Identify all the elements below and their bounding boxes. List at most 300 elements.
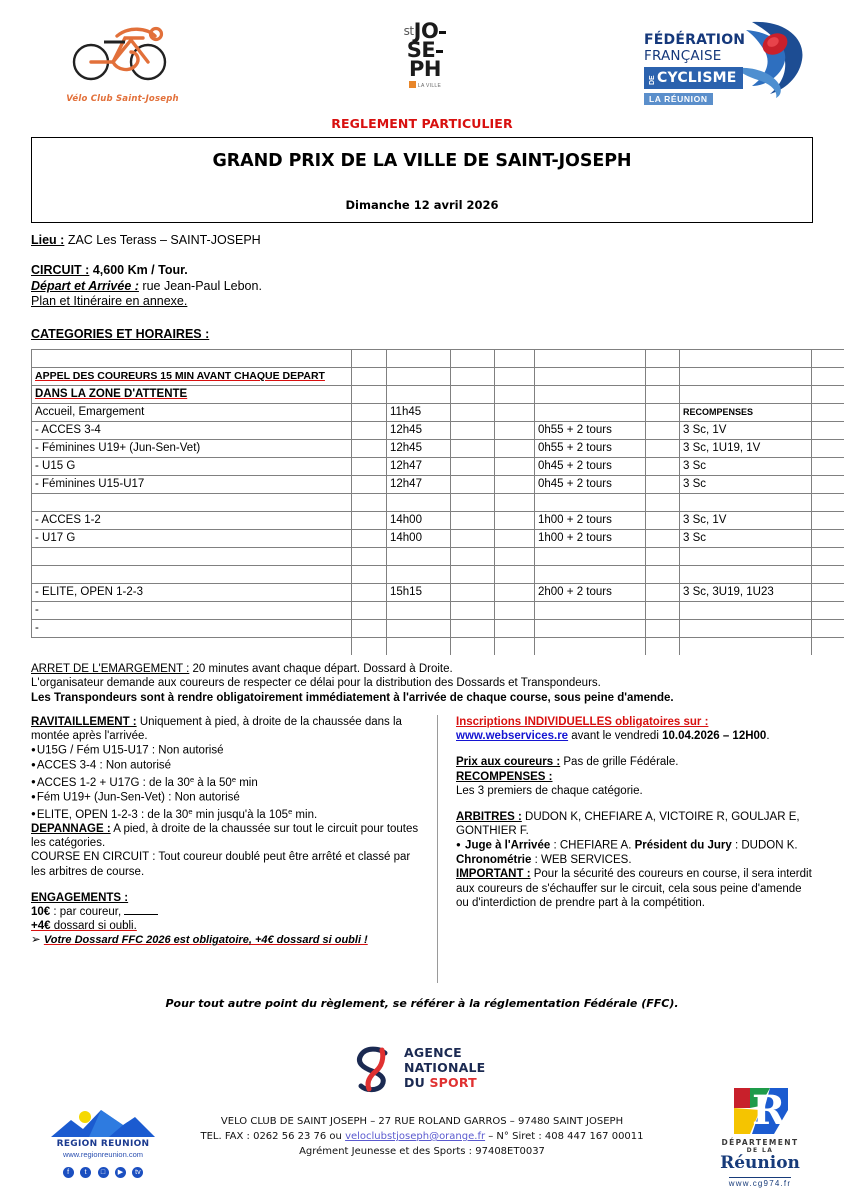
category-duration [535,619,646,637]
cell-empty [451,385,495,403]
category-recompense [680,565,812,583]
departement-dela-label: DE LA [746,1147,774,1154]
category-duration [535,493,646,511]
page-title: GRAND PRIX DE LA VILLE DE SAINT-JOSEPH [212,151,632,171]
category-duration: 0h55 + 2 tours [535,439,646,457]
reglement-particulier-label: REGLEMENT PARTICULIER [331,116,513,131]
svg-text:R: R [752,1088,786,1134]
banner-line-1-cell [32,367,352,385]
cell-empty [646,439,680,457]
cell-empty [812,619,844,637]
ffc-line-federation: FÉDÉRATION [644,32,746,48]
cell-empty [812,565,844,583]
cell-empty [646,529,680,547]
cell-empty [495,349,535,367]
table-row [32,439,844,457]
cell-empty [495,439,535,457]
list-item: ● ACCES 1-2 + U17G : de la 30e à la 50e min [31,773,419,790]
engagements-heading [31,891,419,905]
category-recompense [680,601,812,619]
cell-empty [352,475,387,493]
cell-empty [32,637,352,655]
city-logo-bar-1 [439,31,446,34]
cell-empty [495,493,535,511]
cell-empty [812,475,844,493]
important-value: Pour la sécurité des coureurs en course, il sera interdit aux coureurs de s'échauffer sur le circuit, cela sous peine d'amende ou d'interdiction de prendre part à la compétition. [456,868,812,909]
recompenses-heading [456,770,813,784]
cell-empty [495,619,535,637]
ravitaillement-paragraph [31,715,419,743]
instagram-icon[interactable]: □ [98,1167,109,1178]
banner-line-2: DANS LA ZONE D'ATTENTE [35,388,188,400]
category-duration [535,547,646,565]
category-recompense [680,493,812,511]
cell-empty [535,385,646,403]
right-column [446,715,813,983]
engagement-blank-field[interactable] [124,914,158,915]
category-recompense: 3 Sc, 3U19, 1U23 [680,583,812,601]
cell-empty [451,511,495,529]
cell-empty [812,403,844,421]
youtube-icon[interactable]: ▶ [115,1167,126,1178]
ans-line-du-sport [404,1075,485,1090]
table-row [32,421,844,439]
depart-label: Départ et Arrivée : [31,278,139,293]
cell-empty [812,457,844,475]
ffc-cyclisme-label: CYCLISME [657,70,737,86]
juge-arrivee-line [456,838,813,853]
cell-empty [646,349,680,367]
contact-phone-line [0,1129,844,1144]
cell-empty [495,475,535,493]
contact-email-link[interactable]: veloclubstjoseph@orange.fr [345,1131,486,1142]
category-duration: 1h00 + 2 tours [535,511,646,529]
cell-empty [451,421,495,439]
category-name: - U17 G [32,529,352,547]
cell-empty [352,457,387,475]
depart-line [31,279,813,295]
arrow-dossard-line [31,933,419,947]
category-time: 12h45 [387,421,451,439]
table-row [32,403,844,421]
city-logo-subtitle [385,81,465,89]
important-label: IMPORTANT : [456,868,531,881]
prix-coureurs-label: Prix aux coureurs : [456,756,561,769]
cell-empty [451,565,495,583]
cell-empty [352,565,387,583]
category-name [32,565,352,583]
cell-empty [680,349,812,367]
cell-empty [451,529,495,547]
banner-line-1: APPEL DES COUREURS 15 MIN AVANT CHAQUE DEPART [35,370,325,382]
cell-empty [812,637,844,655]
cell-empty [812,385,844,403]
cell-empty [495,421,535,439]
category-duration [535,403,646,421]
two-column-section [31,715,813,983]
cell-empty [646,637,680,655]
recompenses-header-text: RECOMPENSES [683,407,754,417]
schedule-table-body [32,349,844,655]
cell-empty [812,349,844,367]
category-recompense: 3 Sc, 1U19, 1V [680,439,812,457]
cell-empty [680,385,812,403]
cell-empty [495,385,535,403]
spacer [456,798,813,810]
contact-address-line: VELO CLUB DE SAINT JOSEPH – 27 RUE ROLAND GARROS – 97480 SAINT JOSEPH [220,1116,624,1127]
category-name [32,493,352,511]
city-logo-se: SE [406,38,436,62]
arret-emargement-value: 20 minutes avant chaque départ. Dossard à Droite. [192,662,453,675]
cell-empty [352,601,387,619]
cell-empty [352,349,387,367]
cell-empty [451,367,495,385]
depannage-label: DEPANNAGE : [31,822,111,835]
ans-text-block [404,1045,485,1090]
circuit-label: CIRCUIT : [31,263,90,277]
table-row-spacer-top [32,349,844,367]
cell-empty [352,385,387,403]
social-icons-row [38,1161,168,1179]
region-reunion-url: www.regionreunion.com [62,1150,144,1159]
category-recompense: 3 Sc, 1V [680,511,812,529]
cell-empty [495,457,535,475]
circuit-line [31,263,813,279]
category-name: - U15 G [32,457,352,475]
cell-empty [451,601,495,619]
notes-block [31,662,813,706]
arrow-icon: ➢ [31,934,41,947]
cell-empty [646,547,680,565]
table-row [32,547,844,565]
list-item: ● Fém U19+ (Jun-Sen-Vet) : Non autorisé [31,790,419,805]
city-logo-jo: JO [413,19,439,43]
course-en-circuit-paragraph: COURSE EN CIRCUIT : Tout coureur doublé peut être arrêté et classé par les arbitres de course. [31,851,411,878]
cell-empty [32,349,352,367]
deadline-value: 10.04.2026 – 12H00 [662,730,767,743]
city-logo-st: st [403,24,414,38]
cell-empty [535,637,646,655]
cell-empty [451,439,495,457]
category-name: - ACCES 3-4 [32,421,352,439]
arbitres-label: ARBITRES : [456,811,522,824]
circuit-value: 4,600 Km / Tour. [92,263,188,277]
schedule-table [31,349,844,655]
recompenses-header [680,403,812,421]
departement-url: www.cg974.fr [728,1179,792,1188]
arrow-dossard-text: Votre Dossard FFC 2026 est obligatoire, +4€ dossard si oubli ! [43,934,368,947]
chronometrie-label: Chronométrie [456,854,532,867]
recompenses-value: Les 3 premiers de chaque catégorie. [456,784,643,797]
column-divider [437,715,438,983]
chronometrie-line [456,853,813,867]
cell-empty [680,367,812,385]
table-row-spacer-bottom [32,637,844,655]
velo-club-saint-joseph-logo [55,22,190,104]
cell-empty [451,619,495,637]
cell-empty [387,385,451,403]
cell-empty [812,493,844,511]
facebook-icon[interactable]: f [63,1167,74,1178]
ravitaillement-label: RAVITAILLEMENT : [31,716,137,728]
lieu-label: Lieu : [31,233,65,247]
cell-empty [646,457,680,475]
left-column [31,715,429,983]
cell-empty [352,493,387,511]
cell-empty [352,529,387,547]
cell-empty [352,637,387,655]
cell-empty [812,529,844,547]
lieu-value: ZAC Les Terass – SAINT-JOSEPH [67,233,261,247]
category-recompense [680,547,812,565]
cell-empty [495,529,535,547]
bicycle-svg [55,22,190,84]
city-logo-bar-2 [436,50,443,53]
cell-empty [812,439,844,457]
category-name: - Féminines U15-U17 [32,475,352,493]
deadline-prefix: avant le vendredi [568,730,663,743]
list-item: ● ELITE, OPEN 1-2-3 : de la 30e min jusqu'à la 105e min. [31,805,419,822]
departement-reunion-name: Réunion [720,1153,800,1173]
cell-empty [352,421,387,439]
important-paragraph [456,867,813,910]
title-box [31,137,813,223]
category-time: 14h00 [387,529,451,547]
cell-empty [812,367,844,385]
category-time: 12h47 [387,475,451,493]
arret-emargement-line [31,662,813,677]
intro-block [0,233,844,341]
contact-agrement-line: Agrément Jeunesse et des Sports : 97408ET0037 [299,1146,545,1157]
spacer [456,743,813,755]
lieu-line [31,233,813,247]
juge-label: Juge à l'Arrivée [465,839,551,852]
depannage-value: A pied, à droite de la chaussée sur tout le circuit pour toutes les catégories. [31,822,419,850]
footer-contact-block [0,1114,844,1159]
cell-empty [352,547,387,565]
cell-empty [646,583,680,601]
category-name: - ELITE, OPEN 1-2-3 [32,583,352,601]
category-duration [535,565,646,583]
engagement-price: 10€ [31,905,51,918]
engagement-price-line [31,905,419,919]
dossard-oubli-price: +4€ [31,920,51,933]
category-duration: 1h00 + 2 tours [535,529,646,547]
banner-line-2-cell [32,385,352,403]
engagements-label: ENGAGEMENTS : [31,891,129,904]
arbitres-paragraph [456,810,813,838]
cell-empty [495,601,535,619]
prix-coureurs-line [456,755,813,769]
cell-empty [352,367,387,385]
category-duration: 0h55 + 2 tours [535,421,646,439]
table-row-banner-1 [32,367,844,385]
cell-empty [535,349,646,367]
category-duration: 2h00 + 2 tours [535,583,646,601]
cell-empty [535,367,646,385]
category-time: 11h45 [387,403,451,421]
cell-empty [646,385,680,403]
circuit-block [31,263,813,310]
categories-heading [31,327,813,341]
saint-joseph-city-logo [385,19,465,104]
cell-empty [352,403,387,421]
inscriptions-label: Inscriptions INDIVIDUELLES obligatoires sur : [456,716,709,728]
chronometrie-value: : WEB SERVICES. [531,854,632,867]
engagement-price-rest: : par coureur, [50,905,125,918]
plan-annexe-line: Plan et Itinéraire en annexe. [31,294,188,308]
cell-empty [646,511,680,529]
category-duration: 0h45 + 2 tours [535,475,646,493]
city-logo-sub-text: LA VILLE [417,83,442,89]
category-recompense [680,619,812,637]
table-row [32,619,844,637]
cell-empty [451,475,495,493]
cell-empty [451,493,495,511]
ffc-text-block [644,32,745,107]
ffc-de-label: DE [649,75,656,85]
table-row [32,529,844,547]
cell-empty [812,601,844,619]
departement-label: DÉPARTEMENT [721,1138,799,1147]
list-item: ● ACCES 3-4 : Non autorisé [31,758,419,773]
category-duration: 0h45 + 2 tours [535,457,646,475]
category-name: - [32,601,352,619]
cell-empty [387,349,451,367]
cell-empty [646,601,680,619]
table-row [32,565,844,583]
table-row [32,583,844,601]
category-name: - Féminines U19+ (Jun-Sen-Vet) [32,439,352,457]
table-row [32,511,844,529]
tv-icon[interactable]: tv [132,1167,143,1178]
ffc-region-band: LA RÉUNION [644,93,713,105]
depart-value: rue Jean-Paul Lebon. [142,278,262,293]
table-row-banner-2 [32,385,844,403]
list-item: ● U15G / Fém U15-U17 : Non autorisé [31,743,419,758]
prix-coureurs-value: Pas de grille Fédérale. [560,756,679,769]
cell-empty [352,583,387,601]
cell-empty [646,493,680,511]
juge-value: : CHEFIARE A. [550,839,635,852]
cell-empty [451,583,495,601]
ans-sport: SPORT [429,1075,477,1090]
cell-empty [495,583,535,601]
organisateur-line: L'organisateur demande aux coureurs de respecter ce délai pour la distribution des Dossards et Transpondeurs. [31,677,601,689]
category-name: Accueil, Emargement [32,403,352,421]
header-logo-row [0,0,844,112]
cell-empty [451,637,495,655]
table-row [32,475,844,493]
cell-empty [812,511,844,529]
cell-empty [680,637,812,655]
cell-empty [646,475,680,493]
category-name: - [32,619,352,637]
webservices-link[interactable]: www.webservices.re [456,730,569,743]
cell-empty [495,511,535,529]
table-row [32,601,844,619]
region-reunion-name: REGION REUNION [56,1139,150,1149]
cell-empty [495,403,535,421]
category-name [32,547,352,565]
category-name: - ACCES 1-2 [32,511,352,529]
category-time [387,619,451,637]
cell-empty [495,367,535,385]
bicycle-icon [55,22,190,84]
inscriptions-website-line [456,729,813,743]
president-jury-value: : DUDON K. [731,839,798,852]
cell-empty [451,457,495,475]
cell-empty [352,511,387,529]
ffc-cyclisme-band [644,67,743,89]
cell-empty [352,439,387,457]
category-time [387,547,451,565]
arbitres-value: DUDON K, CHEFIARE A, VICTOIRE R, GOULJAR E, GONTHIER F. [456,811,800,838]
dossard-oubli-rest: dossard si oubli. [50,920,137,933]
dossard-oubli-line [31,919,419,933]
cell-empty [451,403,495,421]
cell-empty [495,565,535,583]
cell-empty [812,421,844,439]
cell-empty [812,547,844,565]
categories-heading-text: CATEGORIES ET HORAIRES : [31,326,210,341]
event-date: Dimanche 12 avril 2026 [345,198,499,212]
cell-empty [451,349,495,367]
category-time [387,601,451,619]
cell-empty [495,637,535,655]
cell-empty [495,547,535,565]
category-recompense: 3 Sc [680,475,812,493]
category-recompense: 3 Sc [680,457,812,475]
category-duration [535,601,646,619]
ans-line-agence: AGENCE [404,1045,462,1060]
city-logo-ph: PH [409,57,441,81]
city-logo-line-3 [385,57,465,81]
category-recompense: 3 Sc [680,529,812,547]
cell-empty [646,619,680,637]
ravitaillement-value: Uniquement à pied, à droite de la chaussée dans la montée après l'arrivée. [31,716,402,743]
footer-note: Pour tout autre point du règlement, se référer à la réglementation Fédérale (FFC). [165,997,679,1010]
cell-empty [387,367,451,385]
president-jury-label: Président du Jury [634,839,732,852]
twitter-icon[interactable]: t [80,1167,91,1178]
category-time [387,493,451,511]
cell-empty [646,403,680,421]
transpondeurs-line: Les Transpondeurs sont à rendre obligatoirement immédiatement à l'arrivée de chaque course, sous peine d'amende. [31,691,674,704]
spacer [31,879,419,891]
cell-empty [812,583,844,601]
cell-empty [451,547,495,565]
agence-nationale-du-sport-logo [352,1042,522,1098]
category-recompense: 3 Sc, 1V [680,421,812,439]
cell-empty [352,619,387,637]
arret-emargement-label: ARRET DE L'EMARGEMENT : [31,662,190,675]
federation-francaise-cyclisme-logo [634,16,809,104]
category-time: 14h00 [387,511,451,529]
cell-empty [646,367,680,385]
club-logo-caption: Vélo Club Saint-Joseph [66,94,179,104]
table-row [32,457,844,475]
ans-s-mark-icon [352,1044,396,1094]
contact-siret: – N° Siret : 408 447 167 00011 [485,1131,644,1142]
category-time: 15h15 [387,583,451,601]
depannage-paragraph [31,822,419,850]
cell-empty [646,565,680,583]
category-time: 12h47 [387,457,451,475]
ans-du: DU [404,1075,430,1090]
category-time: 12h45 [387,439,451,457]
ffc-line-francaise: FRANÇAISE [644,48,722,64]
